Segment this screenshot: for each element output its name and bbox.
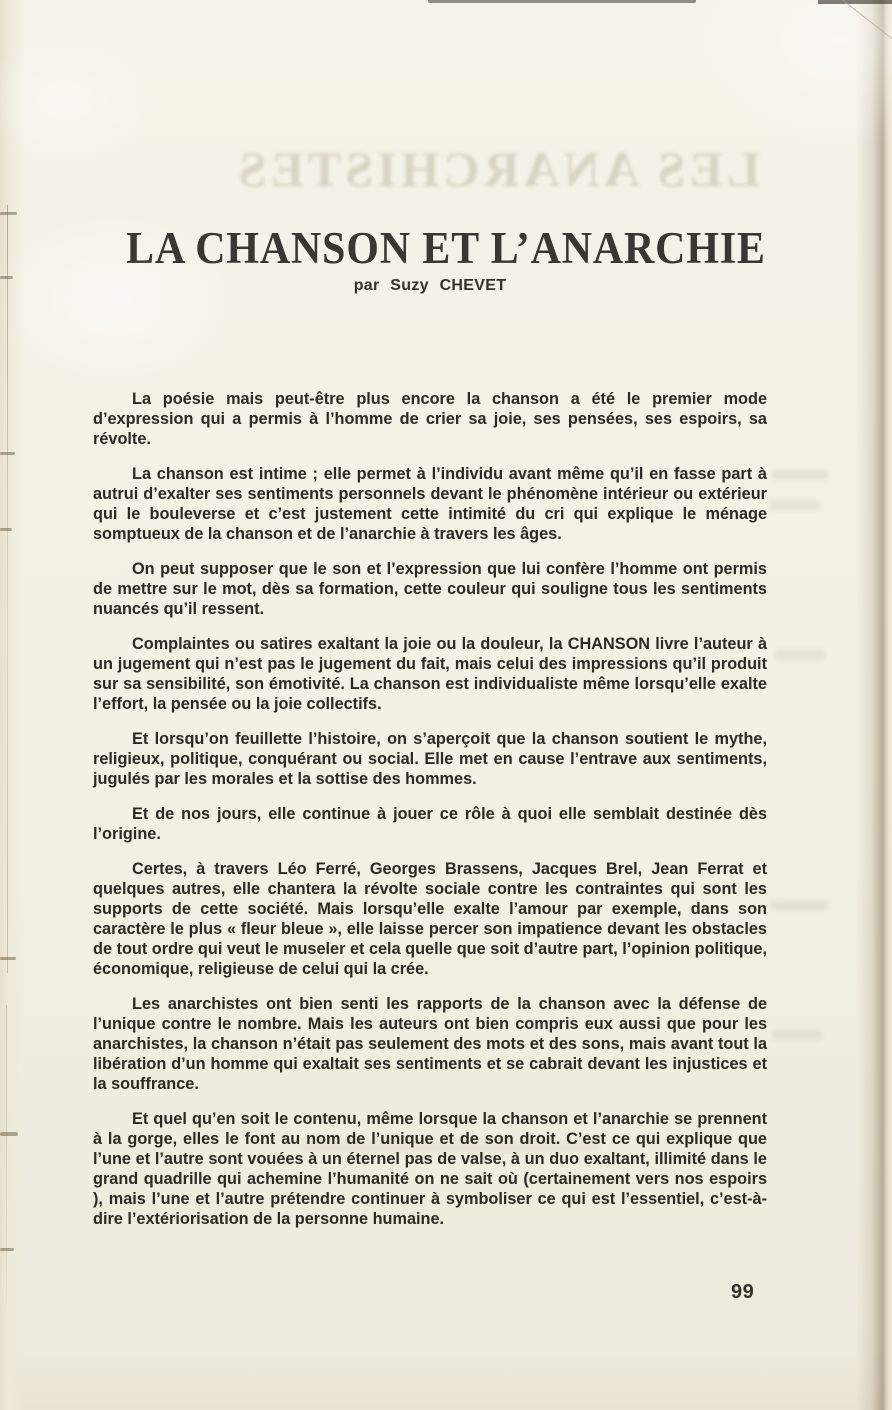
article-body	[93, 389, 767, 1229]
stitch-mark	[0, 452, 15, 455]
bleed-through-smudge	[770, 900, 828, 910]
paragraph: On peut supposer que le son et l’expression que lui confère l’homme ont permis de mettre sur le mot, dès sa formation, cette couleur qui souligne tous les sentiments nuancés qu’il ressent.	[93, 560, 767, 618]
paragraph: Les anarchistes ont bien senti les rapports de la chanson avec la défense de l’unique contre le nombre. Mais les auteurs ont bien compris eux aussi que pour les anarchistes, la chanson n’était pas seulement des mots et des sons, mais avant tout la libération d’un homme qui exaltait ses sentiments et se cabrait devant les injustices et la souffrance.	[93, 995, 767, 1093]
stitch-mark	[0, 1248, 14, 1251]
stitch-mark	[0, 528, 12, 531]
corner-crease-line	[830, 0, 892, 39]
binding-crease	[7, 205, 8, 973]
bleed-through-smudge	[772, 1030, 822, 1040]
top-right-edge-shadow	[818, 0, 892, 4]
article-title: LA CHANSON ET L’ANARCHIE	[126, 223, 766, 274]
paragraph: La poésie mais peut-être plus encore la chanson a été le premier mode d’expression qui a permis à l’homme de crier sa joie, ses pensées, ses espoirs, sa révolte.	[93, 390, 767, 448]
top-edge-shadow	[428, 0, 696, 3]
bleed-through-smudge	[772, 470, 828, 480]
binding-crease-lower	[6, 1005, 7, 1305]
stitch-mark	[0, 1132, 18, 1136]
paragraph: Certes, à travers Léo Ferré, Georges Brassens, Jacques Brel, Jean Ferrat et quelques autres, elle chantera la révolte sociale contre les contraintes qui sont les supports de cette société. Mais lorsqu’elle exalte l’amour par exemple, dans son caractère le plus « fleur bleue », elle laisse percer son impatience devant les obstacles de tout ordre qui veut le museler et cela quelle que soit d’autre part, l’opinion politique, économique, religieuse de celui qui la crée.	[93, 860, 767, 978]
paragraph: La chanson est intime ; elle permet à l’individu avant même qu’il en fasse part à autrui d’exalter ses sentiments personnels devant le phénomène intérieur ou extérieur qui le bouleverse et c’est justement cette intimité du cri qui explique le ménage somptueux de la chanson et de l’anarchie à travers les âges.	[93, 465, 767, 543]
paragraph: Et quel qu’en soit le contenu, même lorsque la chanson et l’anarchie se prennent à la gorge, elles le font au nom de l’unique et de son droit. C’est ce qui explique que l’une et l’autre sont vouées à un éternel pas de valse, à un duo exaltant, illimité dans le grand quadrille qui achemine l’humanité on ne sait où (certainement vers nos espoirs ), mais l’une et l’autre prétendre continuer à symboliser ce qui est l’essentiel, c’est-à-dire l’extériorisation de la personne humaine.	[93, 1110, 767, 1228]
bleed-through-smudge	[774, 650, 826, 660]
paragraph: Et lorsqu’on feuillette l’histoire, on s’aperçoit que la chanson soutient le mythe, religieux, politique, conquérant ou social. Elle met en cause l’entrave aux sentiments, jugulés par les morales et la sottise des hommes.	[93, 730, 767, 788]
bleed-through-smudge	[770, 500, 820, 510]
page-number: 99	[731, 1281, 755, 1303]
article-byline: par Suzy CHEVET	[353, 277, 507, 294]
paragraph: Et de nos jours, elle continue à jouer ce rôle à quoi elle semblait destinée dès l’origine.	[93, 805, 767, 843]
bleed-through-title: LES ANARCHISTES	[234, 141, 761, 197]
paragraph: Complaintes ou satires exaltant la joie ou la douleur, la CHANSON livre l’auteur à un jugement qui n’est pas le jugement du fait, mais celui des impressions qu’il produit sur sa sensibilité, son émotivité. La chanson est individualiste même lorsqu’elle exalte l’effort, la pensée ou la joie collectifs.	[93, 635, 767, 713]
stitch-mark	[0, 957, 16, 960]
stitch-mark	[0, 212, 17, 215]
